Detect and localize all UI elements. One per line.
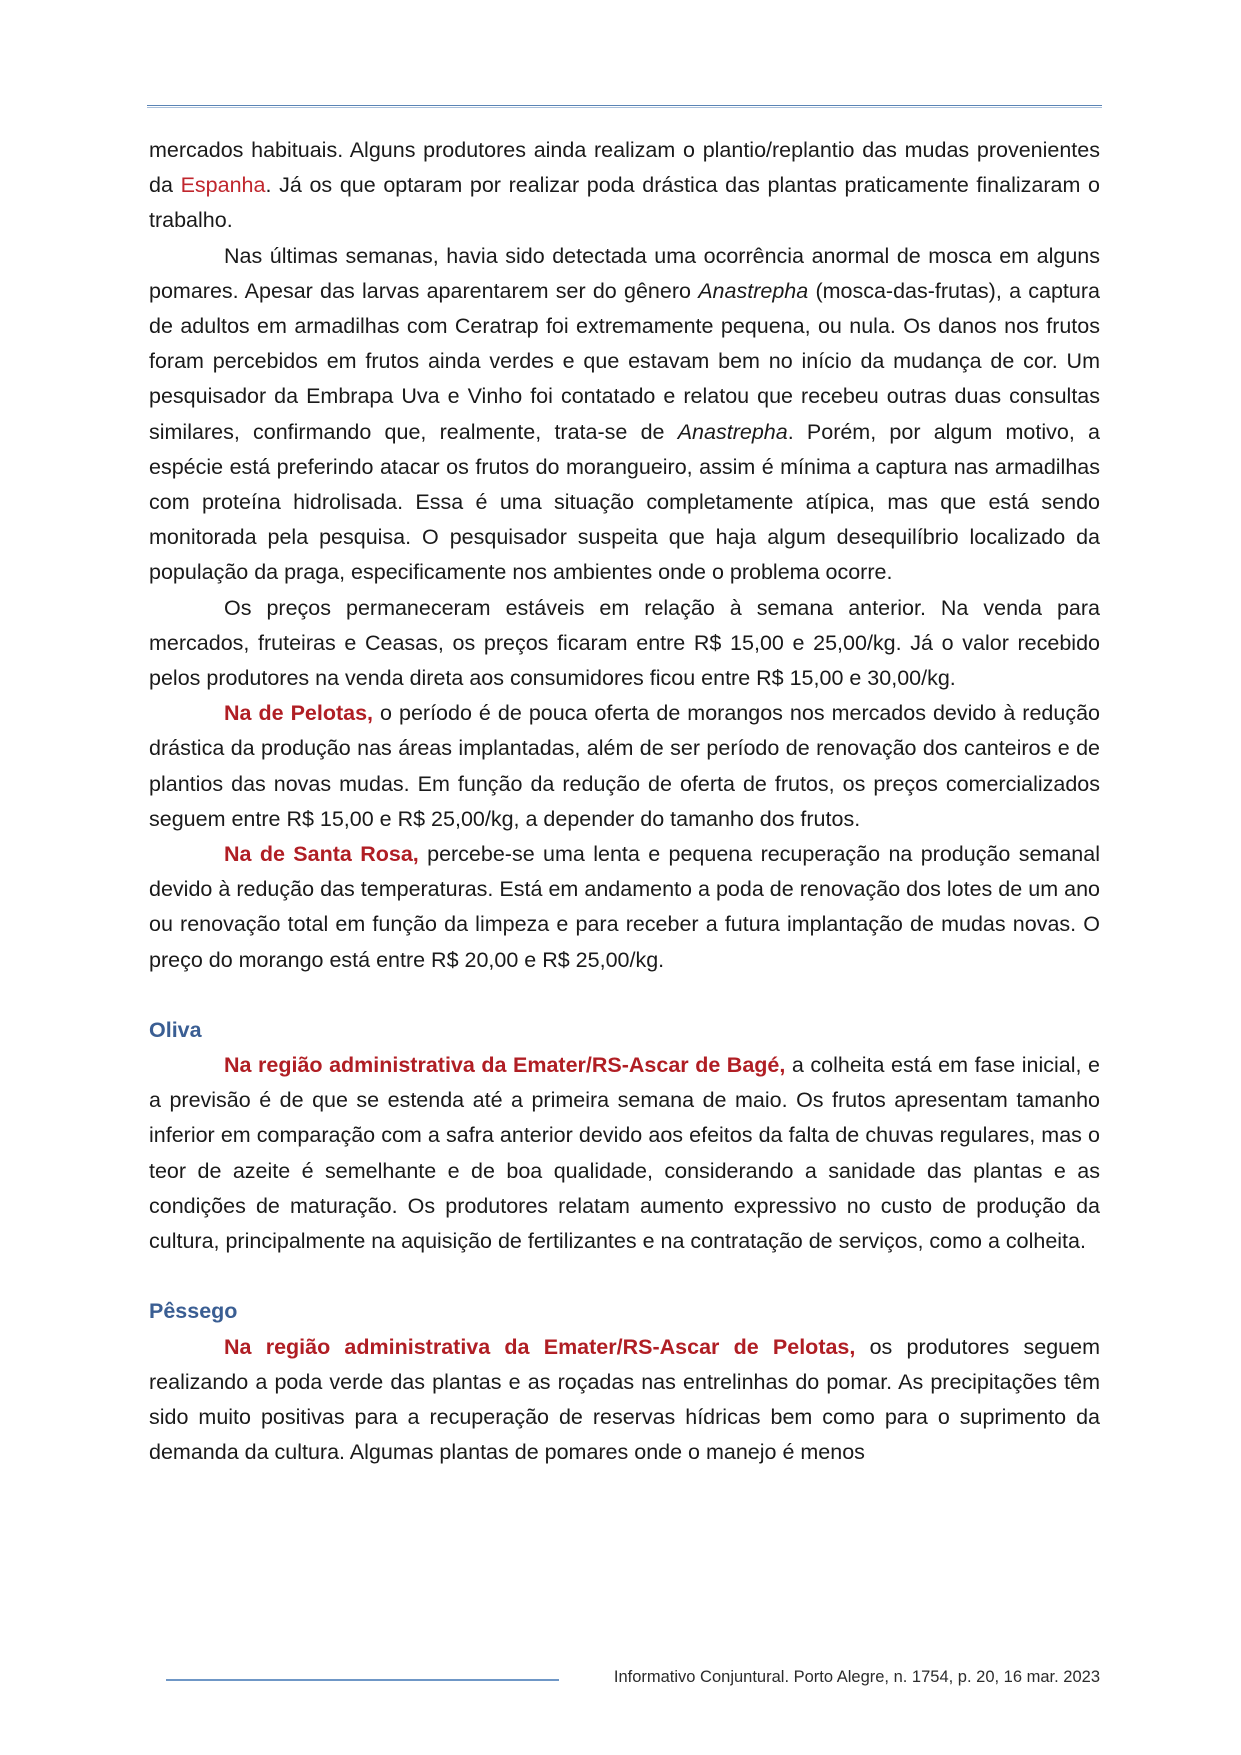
footer-rule (166, 1679, 559, 1681)
document-body (149, 133, 1100, 1470)
paragraph-santa-rosa (149, 837, 1100, 978)
paragraph-text: a colheita está em fase inicial, e a previsão é de que se estenda até a primeira semana de maio. Os frutos apresentam tamanho inferior em comparação com a safra anterior devido aos efeitos da falta de chuvas regulares, mas o teor de azeite é semelhante e de boa qualidade, considerando a sanidade das plantas e as condições de maturação. Os produtores relatam aumento expressivo no custo de produção da cultura, principalmente na aquisição de fertilizantes e na contratação de serviços, como a colheita. (149, 1053, 1100, 1254)
region-lead: Na região administrativa da Emater/RS-Ascar de Bagé, (224, 1053, 786, 1078)
section-title-pessego: Pêssego (149, 1299, 238, 1324)
paragraph-pessego (149, 1330, 1100, 1471)
highlight-espanha: Espanha (180, 173, 266, 198)
paragraph-pelotas (149, 696, 1100, 837)
paragraph-mosca (149, 239, 1100, 591)
paragraph-text: os produtores seguem realizando a poda verde das plantas e as roçadas nas entrelinhas do pomar. As precipitações têm sido muito positivas para a recuperação de reservas hídricas bem como para o suprimento da demanda da cultura. Algumas plantas de pomares onde o manejo é menos (149, 1334, 1101, 1465)
paragraph-text: o período é de pouca oferta de morangos nos mercados devido à redução drástica da produção nas áreas implantadas, além de ser período de renovação dos canteiros e de plantios das novas mudas. Em função da redução de oferta de frutos, os preços comercializados seguem entre R$ 15,00 e R$ 25,00/kg, a depender do tamanho dos frutos. (149, 701, 1100, 831)
footer-citation: Informativo Conjuntural. Porto Alegre, n. 1754, p. 20, 16 mar. 2023 (613, 1668, 1100, 1686)
spacer (149, 1259, 1100, 1294)
paragraph-text: percebe-se uma lenta e pequena recuperação na produção semanal devido à redução das temperaturas. Está em andamento a poda de renovação dos lotes de um ano ou renovação total em função da limpeza e para receber a futura implantação de mudas novas. O preço do morango está entre R$ 20,00 e R$ 25,00/kg. (149, 842, 1100, 972)
paragraph-text: . Já os que optaram por realizar poda drástica das plantas praticamente finalizaram o trabalho. (149, 173, 1101, 233)
species-name: Anastrepha (677, 419, 788, 444)
paragraph-text: mercados habituais. Alguns produtores ainda realizam o plantio/replantio das mudas provenientes da (149, 138, 1100, 198)
paragraph-text: Nas últimas semanas, havia sido detectada uma ocorrência anormal de mosca em alguns pomares. Apesar das larvas aparentarem ser do gênero (149, 243, 1100, 303)
paragraph-oliva (149, 1048, 1100, 1259)
region-lead: Na região administrativa da Emater/RS-Ascar de Pelotas, (224, 1334, 856, 1359)
region-lead: Na de Pelotas, (224, 701, 374, 726)
spacer (149, 978, 1100, 1013)
paragraph-text: . Porém, por algum motivo, a espécie está preferindo atacar os frutos do morangueiro, assim é mínima a captura nas armadilhas com proteína hidrolisada. Essa é uma situação completamente atípica, mas que está sendo monitorada pela pesquisa. O pesquisador suspeita que haja algum desequilíbrio localizado da população da praga, especificamente nos ambientes onde o problema ocorre. (149, 419, 1100, 585)
paragraph-text: (mosca-das-frutas), a captura de adultos em armadilhas com Ceratrap foi extremamente pequena, ou nula. Os danos nos frutos foram percebidos em frutos ainda verdes e que estavam bem no início da mudança de cor. Um pesquisador da Embrapa Uva e Vinho foi contatado e relatou que recebeu outras duas consultas similares, confirmando que, realmente, trata-se de (149, 278, 1100, 444)
paragraph-continuation (149, 133, 1100, 239)
paragraph-precos: Os preços permaneceram estáveis em relação à semana anterior. Na venda para mercados, fruteiras e Ceasas, os preços ficaram entre R$ 15,00 e 25,00/kg. Já o valor recebido pelos produtores na venda direta aos consumidores ficou entre R$ 15,00 e 30,00/kg. (149, 595, 1100, 691)
species-name: Anastrepha (698, 278, 809, 303)
section-title-oliva: Oliva (149, 1017, 202, 1042)
header-rule (147, 105, 1102, 106)
region-lead: Na de Santa Rosa, (224, 842, 419, 867)
